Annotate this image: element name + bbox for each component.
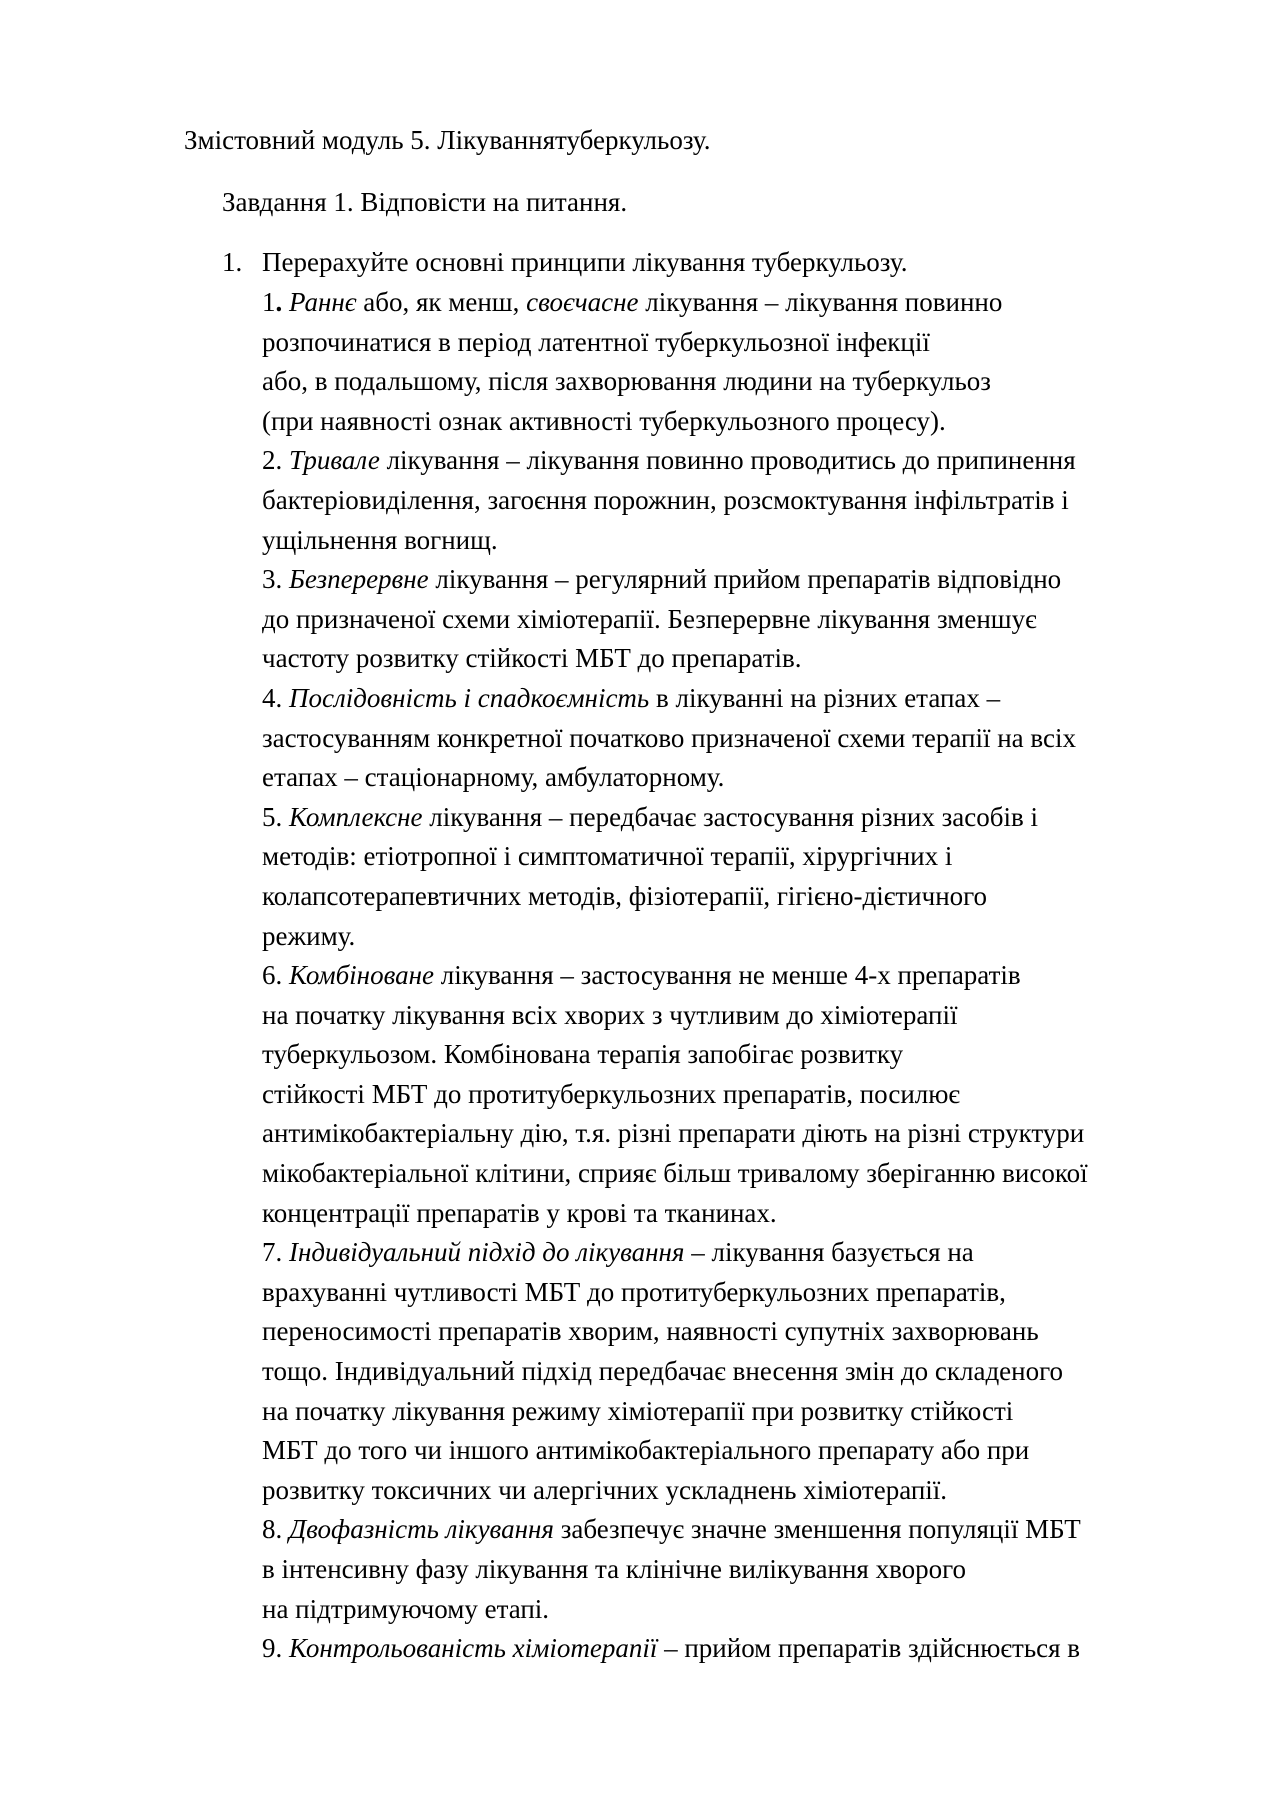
principle-5-line-4: режиму. bbox=[262, 920, 356, 951]
principle-text: лікування – лікування повинно bbox=[638, 287, 1003, 317]
principle-text: забезпечує значне зменшення популяції МБТ bbox=[553, 1514, 1081, 1545]
principle-2-line-3: ущільнення вогнищ. bbox=[262, 524, 498, 555]
principle-number: 5. bbox=[262, 801, 289, 832]
principle-5-line-2: методів: етіотропної і симптоматичної терапії, хірургічних і bbox=[262, 841, 953, 872]
principle-text: лікування – передбачає застосування різних засобів і bbox=[422, 801, 1039, 832]
answer-block bbox=[262, 283, 1222, 1669]
principle-8-line-2: в інтенсивну фазу лікування та клінічне вилікування хворого bbox=[262, 1554, 967, 1584]
principle-6-line-4: стійкості МБТ до протитуберкульозних препаратів, посилює bbox=[262, 1078, 961, 1109]
principle-number-dot: . bbox=[275, 287, 283, 317]
principle-2-line-1 bbox=[262, 441, 1222, 481]
principle-term: Індивідуальний підхід до лікування bbox=[289, 1237, 685, 1268]
principle-text: в лікуванні на різних етапах – bbox=[649, 682, 1001, 713]
task-title: Завдання 1. Відповісти на питання. bbox=[222, 187, 628, 217]
principle-6-line-3: туберкульозом. Комбінована терапія запобігає розвитку bbox=[262, 1039, 904, 1070]
principle-text: лікування – лікування повинно проводитись до припинення bbox=[379, 445, 1076, 476]
principle-7-line-6: МБТ до того чи іншого антимікобактеріального препарату або при bbox=[262, 1435, 1030, 1466]
principle-term-alt: своєчасне bbox=[526, 287, 639, 317]
principle-6-line-1 bbox=[262, 956, 1222, 996]
principle-7-line-1 bbox=[262, 1233, 1222, 1273]
question-number: 1. bbox=[222, 247, 243, 277]
principle-1-line-4: (при наявності ознак активності туберкульозного процесу). bbox=[262, 405, 946, 436]
principle-text: – лікування базується на bbox=[684, 1237, 974, 1268]
principle-3-line-3: частоту розвитку стійкості МБТ до препаратів. bbox=[262, 643, 802, 674]
principle-number: 6. bbox=[262, 960, 289, 991]
principle-4-line-2: застосуванням конкретної початково призначеної схеми терапії на всіх bbox=[262, 722, 1076, 753]
principle-text: – прийом препаратів здійснюється в bbox=[657, 1633, 1081, 1664]
principle-term: Раннє bbox=[289, 287, 357, 317]
principle-text: лікування – застосування не менше 4-х препаратів bbox=[434, 960, 1021, 991]
principle-term: Двофазність лікування bbox=[289, 1514, 554, 1545]
principle-number: 7. bbox=[262, 1237, 289, 1268]
principle-number: 4. bbox=[262, 682, 289, 713]
principle-2-line-2: бактеріовиділення, загоєння порожнин, розсмоктування інфільтратів і bbox=[262, 484, 1069, 515]
principle-1-line-1 bbox=[262, 283, 1222, 323]
principle-8-line-3: на підтримуючому етапі. bbox=[262, 1593, 550, 1624]
principle-6-line-5: антимікобактеріальну дію, т.я. різні препарати діють на різні структури bbox=[262, 1118, 1085, 1149]
principle-term: Послідовність і спадкоємність bbox=[289, 682, 650, 713]
principle-5-line-1 bbox=[262, 798, 1222, 838]
principle-6-line-7: концентрації препаратів у крові та тканинах. bbox=[262, 1197, 777, 1228]
principle-8-line-1 bbox=[262, 1510, 1222, 1550]
principle-number: 3. bbox=[262, 564, 289, 595]
principle-term: Комбіноване bbox=[289, 960, 434, 991]
principle-6-line-6: мікобактеріальної клітини, сприяє більш тривалому зберіганню високої bbox=[262, 1158, 1088, 1189]
principle-5-line-3: колапсотерапевтичних методів, фізіотерапії, гігієно-дієтичного bbox=[262, 880, 988, 911]
principle-7-line-4: тощо. Індивідуальний підхід передбачає внесення змін до складеного bbox=[262, 1356, 1064, 1387]
principle-1-line-2: розпочинатися в період латентної туберкульозної інфекції bbox=[262, 326, 930, 357]
principle-7-line-7: розвитку токсичних чи алергічних ускладнень хіміотерапії. bbox=[262, 1474, 948, 1505]
principle-4-line-1 bbox=[262, 679, 1222, 719]
principle-3-line-1 bbox=[262, 560, 1222, 600]
principle-number: 8. bbox=[262, 1514, 289, 1545]
principle-text: або, як менш, bbox=[356, 287, 527, 317]
principle-6-line-2: на початку лікування всіх хворих з чутливим до хіміотерапії bbox=[262, 999, 958, 1030]
principle-number: 1 bbox=[262, 287, 276, 317]
principle-9-line-1 bbox=[262, 1629, 1222, 1669]
principle-term: Тривале bbox=[289, 445, 380, 476]
question-text: Перерахуйте основні принципи лікування туберкульозу. bbox=[262, 247, 908, 277]
question-item bbox=[222, 243, 1222, 283]
principle-term: Комплексне bbox=[289, 801, 423, 832]
principle-7-line-2: врахуванні чутливості МБТ до протитуберкульозних препаратів, bbox=[262, 1276, 1006, 1307]
principle-text: лікування – регулярний прийом препаратів відповідно bbox=[428, 564, 1062, 595]
question-list bbox=[222, 243, 1222, 1669]
principle-term: Безперервне bbox=[289, 564, 429, 595]
principle-term: Контрольованість хіміотерапії bbox=[289, 1633, 658, 1664]
principle-1-line-3: або, в подальшому, після захворювання людини на туберкульоз bbox=[262, 366, 991, 397]
principle-7-line-5: на початку лікування режиму хіміотерапії при розвитку стійкості bbox=[262, 1395, 1014, 1426]
principle-number: 9. bbox=[262, 1633, 289, 1664]
module-title: Змістовний модуль 5. Лікуваннятуберкульозу. bbox=[184, 125, 711, 155]
principle-3-line-2: до призначеної схеми хіміотерапії. Безперервне лікування зменшує bbox=[262, 603, 1037, 634]
principle-number: 2. bbox=[262, 445, 289, 476]
principle-7-line-3: переносимості препаратів хворим, наявності супутніх захворювань bbox=[262, 1316, 1039, 1347]
principle-4-line-3: етапах – стаціонарному, амбулаторному. bbox=[262, 762, 725, 793]
